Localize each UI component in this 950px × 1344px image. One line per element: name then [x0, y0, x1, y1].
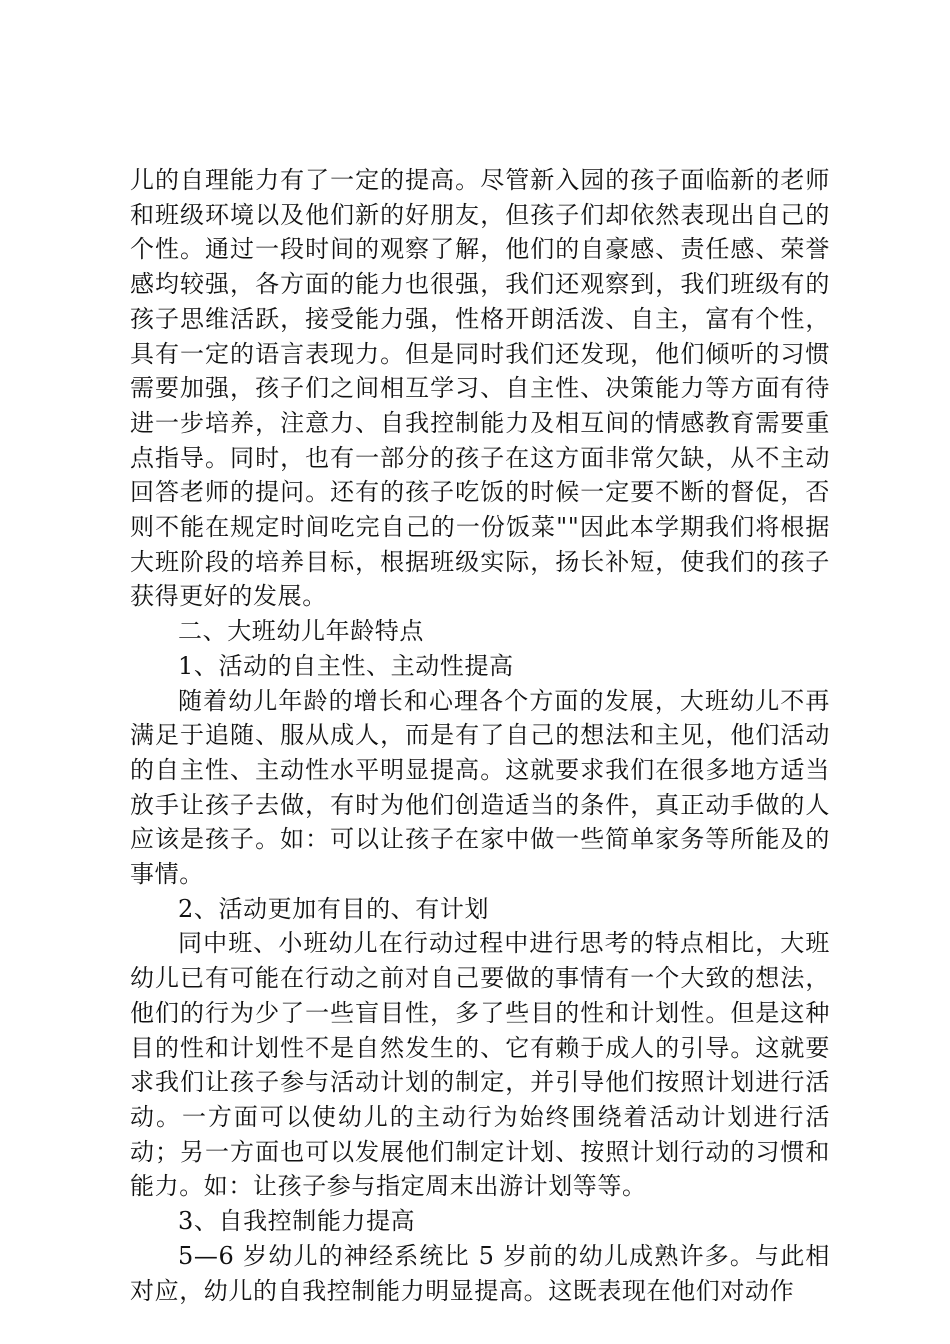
section-heading-age-characteristics: 二、大班幼儿年龄特点 [178, 617, 424, 646]
paragraph-autonomy: 随着幼儿年龄的增长和心理各个方面的发展，大班幼儿不再满足于追随、服从成人，而是有了自己的想法和主见，他们活动的自主性、主动性水平明显提高。这就要求我们在很多地方适当放手让孩子去做，有时为他们创造适当的条件，真正动手做的人应该是孩子。如：可以让孩子在家中做一些简单家务等所能及的事情。 [130, 686, 830, 889]
subheading-purposeful-activity: 2、活动更加有目的、有计划 [178, 894, 490, 923]
paragraph-self-care-overview: 儿的自理能力有了一定的提高。尽管新入园的孩子面临新的老师和班级环境以及他们新的好朋友，但孩子们却依然表现出自己的个性。通过一段时间的观察了解，他们的自豪感、责任感、荣誉感均较强，各方面的能力也很强，我们还观察到，我们班级有的孩子思维活跃，接受能力强，性格开朗活泼、自主，富有个性，具有一定的语言表现力。但是同时我们还发现，他们倾听的习惯需要加强，孩子们之间相互学习、自主性、决策能力等方面有待进一步培养，注意力、自我控制能力及相互间的情感教育需要重点指导。同时，也有一部分的孩子在这方面非常欠缺，从不主动回答老师的提问。还有的孩子吃饭的时候一定要不断的督促，否则不能在规定时间吃完自己的一份饭菜""因此本学期我们将根据大班阶段的培养目标，根据班级实际，扬长补短，使我们的孩子获得更好的发展。 [130, 166, 830, 611]
paragraph-self-control: 5—6 岁幼儿的神经系统比 5 岁前的幼儿成熟许多。与此相对应，幼儿的自我控制能力明显提高。这既表现在他们对动作 [130, 1241, 830, 1305]
document-body [130, 163, 830, 1308]
paragraph-purposeful-activity: 同中班、小班幼儿在行动过程中进行思考的特点相比，大班幼儿已有可能在行动之前对自己要做的事情有一个大致的想法，他们的行为少了一些盲目性，多了些目的性和计划性。但是这种目的性和计划性不是自然发生的、它有赖于成人的引导。这就要求我们让孩子参与活动计划的制定，并引导他们按照计划进行活动。一方面可以使幼儿的主动行为始终围绕着活动计划进行活动；另一方面也可以发展他们制定计划、按照计划行动的习惯和能力。如：让孩子参与指定周末出游计划等等。 [130, 929, 830, 1201]
subheading-autonomy: 1、活动的自主性、主动性提高 [178, 651, 514, 680]
subheading-self-control: 3、自我控制能力提高 [178, 1207, 416, 1236]
